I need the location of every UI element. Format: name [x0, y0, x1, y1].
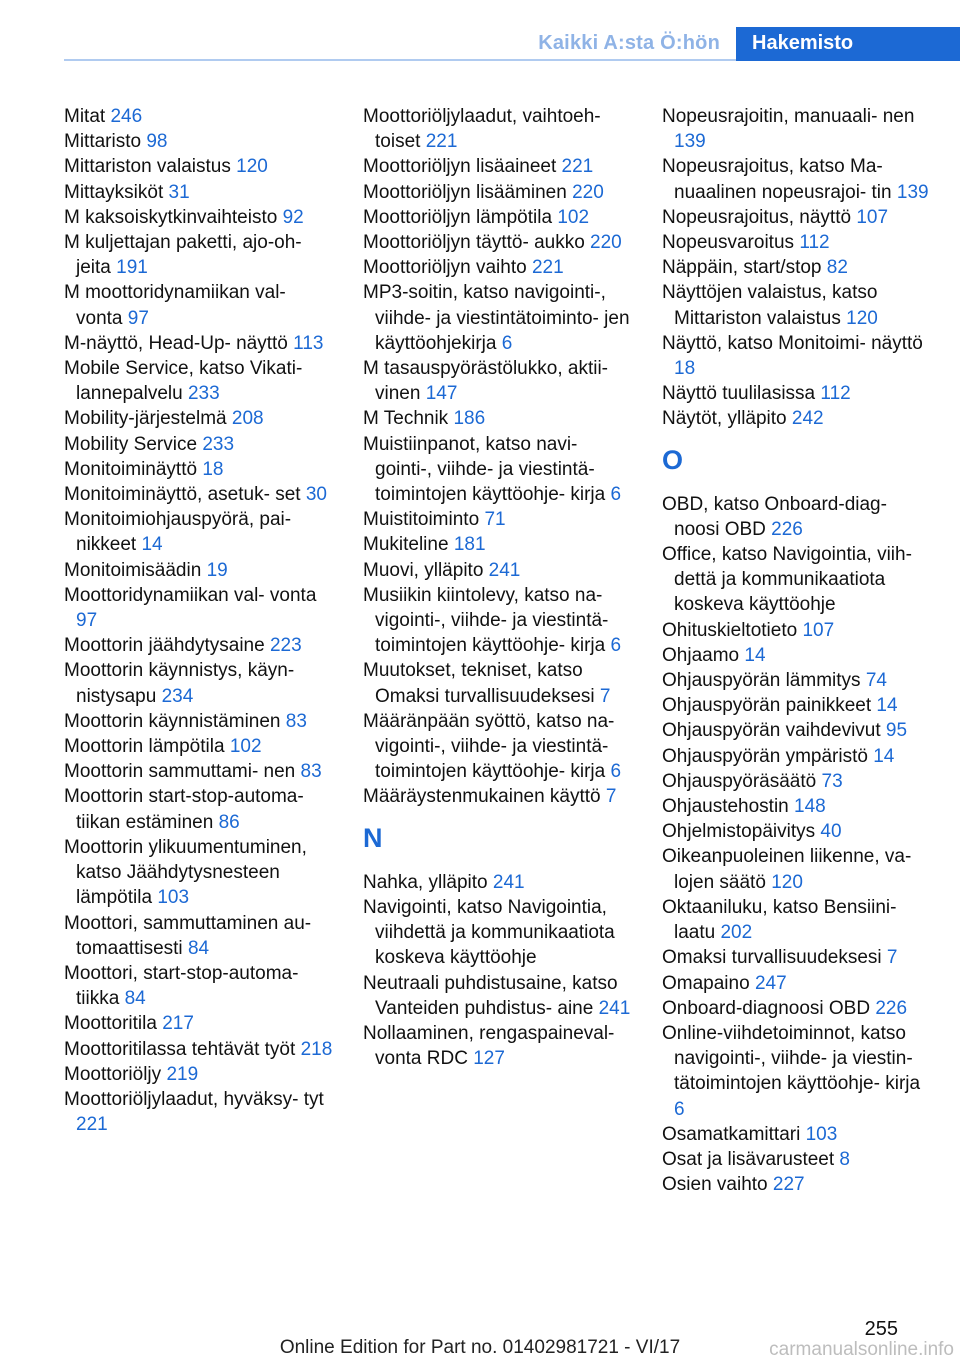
index-entry-text: Nopeusrajoitus, näyttö [662, 206, 852, 228]
page-link[interactable]: 112 [820, 383, 851, 405]
index-entry-text: Nopeusrajoitin, manuaali‐ nen [662, 106, 915, 127]
index-entry [64, 633, 334, 658]
page-link[interactable]: 226 [875, 997, 908, 1019]
index-entry-text: Muovi, ylläpito [363, 559, 484, 581]
index-entry [64, 406, 334, 431]
index-entry [363, 971, 633, 1021]
page-link[interactable]: 6 [610, 484, 622, 506]
index-entry [64, 104, 334, 129]
index-entry [64, 709, 334, 734]
index-entry-text: Määränpään syöttö, katso na‐ vigointi-, viihde- ja viestintä‐ toimintojen käyttöohje‐ kirja [363, 710, 615, 783]
index-entry [64, 1087, 334, 1137]
page-link[interactable]: 7 [605, 786, 617, 808]
page-link[interactable]: 7 [886, 947, 898, 969]
index-entry-text: M kuljettajan paketti, ajo-oh‐ jeita [64, 232, 302, 279]
index-column-2 [363, 104, 633, 1071]
page-link[interactable]: 221 [561, 156, 594, 178]
page-link[interactable]: 217 [162, 1013, 194, 1035]
index-entry-text: Osamatkamittari [662, 1123, 801, 1145]
index-entry [64, 331, 334, 356]
index-entry-text: Moottoriöljylaadut, hyväksy‐ tyt [64, 1088, 324, 1110]
index-entry-text: Mukiteline [363, 534, 449, 556]
index-entry-text: Osien vaihto [662, 1174, 768, 1196]
index-entry-text: Onboard-diagnoosi OBD [662, 997, 871, 1019]
page-link[interactable]: 84 [124, 988, 146, 1010]
index-column-3 [662, 104, 932, 1197]
page-link[interactable]: 223 [269, 635, 302, 657]
footer-edition: Online Edition for Part no. 01402981721 - VI/17 [279, 1337, 681, 1358]
index-entry [662, 1172, 932, 1197]
index-entry-text: OBD, katso Onboard-diag‐ noosi OBD [662, 493, 887, 540]
index-entry [662, 769, 932, 794]
index-entry-text: MP3-soitin, katso navigointi-, viihde- ja viestintätoiminto‐ jen käyttöohjekirja [363, 282, 630, 354]
index-entry [363, 658, 633, 708]
section-tab[interactable]: Hakemisto [736, 27, 960, 61]
index-entry [662, 643, 932, 668]
index-entry-text: Näytöt, ylläpito [662, 408, 787, 430]
index-entry [662, 381, 932, 406]
page-link[interactable]: 241 [488, 559, 521, 581]
index-entry [363, 558, 633, 583]
index-entry [64, 784, 334, 834]
index-entry-text: Ohjauspyörän lämmitys [662, 670, 861, 692]
index-entry [363, 532, 633, 557]
index-entry [363, 784, 633, 809]
page-link[interactable]: 73 [821, 770, 843, 792]
index-entry [662, 668, 932, 693]
index-entry [662, 1021, 932, 1122]
page-link[interactable]: 40 [820, 821, 842, 843]
index-entry [64, 1037, 334, 1062]
index-entry [662, 492, 932, 542]
page-link[interactable]: 247 [754, 972, 787, 994]
index-entry-text: Omaksi turvallisuudeksesi [662, 947, 882, 969]
index-entry-text: M tasauspyörästölukko, aktii‐ vinen [363, 358, 608, 405]
index-entry-text: Määräystenmukainen käyttö [363, 786, 601, 808]
index-entry [363, 583, 633, 659]
index-entry-text: Muistitoiminto [363, 509, 480, 531]
page-link[interactable]: 95 [885, 720, 908, 742]
page-link[interactable]: 82 [826, 257, 848, 279]
page-link[interactable]: 31 [168, 181, 190, 203]
index-entry [64, 1011, 334, 1036]
index-entry-text: Moottorin start-stop-automa‐ tiikan estäminen [64, 786, 304, 833]
index-entry-text: Moottorin käynnistäminen [64, 710, 281, 732]
page-link[interactable]: 220 [572, 181, 604, 203]
page-link[interactable]: 74 [865, 670, 887, 692]
page-link[interactable]: 221 [425, 131, 458, 153]
page-link[interactable]: 221 [76, 1114, 108, 1136]
index-entry-text: Monitoiminäyttö, asetuk‐ set [64, 484, 301, 506]
page-link[interactable]: 7 [599, 685, 611, 707]
index-entry [64, 205, 334, 230]
index-entry [363, 280, 633, 356]
page-link[interactable]: 139 [674, 131, 706, 153]
index-entry-text: Moottorin sammuttami‐ nen [64, 761, 296, 783]
page-link[interactable]: 246 [110, 106, 143, 127]
index-entry-text: Oikeanpuoleinen liikenne, va‐ lojen säätö [662, 846, 912, 893]
index-entry-text: Ohjaustehostin [662, 796, 789, 818]
index-entry [64, 482, 334, 507]
index-entry-text: Ohjauspyöräsäätö [662, 770, 817, 792]
index-entry-text: Nollaaminen, rengaspaineval‐ vonta RDC [363, 1022, 615, 1070]
page-link[interactable]: 6 [674, 1098, 685, 1120]
index-entry [64, 180, 334, 205]
page-link[interactable]: 227 [772, 1174, 805, 1196]
index-entry-text: M moottoridynamiikan val‐ vonta [64, 282, 286, 329]
page-link[interactable]: 19 [206, 559, 228, 581]
index-entry-text: Moottori, sammuttaminen au‐ tomaattisesti [64, 912, 312, 959]
index-entry [64, 658, 334, 708]
index-entry [64, 583, 334, 633]
index-entry-text: M kaksoiskytkinvaihteisto [64, 206, 278, 228]
index-entry [363, 230, 633, 255]
index-entry [662, 971, 932, 996]
page-link[interactable]: 83 [300, 761, 322, 783]
index-entry [64, 1062, 334, 1087]
index-entry-text: Ohjauspyörän vaihdevivut [662, 720, 881, 742]
page-link[interactable]: 120 [846, 307, 878, 329]
index-column-1 [64, 104, 334, 1137]
page-link[interactable]: 8 [839, 1148, 850, 1170]
index-entry-text: Muistiinpanot, katso navi‐ gointi-, viihde- ja viestintä‐ toimintojen käyttöohje‐ kirja [363, 433, 606, 506]
index-entry-text: Näyttö tuulilasissa [662, 383, 816, 405]
index-entry [64, 280, 334, 330]
page-link[interactable]: 120 [771, 871, 803, 893]
index-entry [363, 709, 633, 785]
index-entry [363, 870, 633, 895]
index-entry-text: Moottoriöljyn lisääminen [363, 181, 567, 203]
index-entry-text: Ohituskieltotieto [662, 619, 798, 641]
index-entry [662, 331, 932, 381]
index-entry [662, 255, 932, 280]
page-link[interactable]: 233 [187, 383, 220, 405]
index-entry-text: Mobility Service [64, 433, 198, 455]
page-number: 255 [864, 1318, 898, 1340]
index-letter-heading: N [363, 822, 383, 853]
index-entry-text: Mittayksiköt [64, 181, 164, 203]
page-link[interactable]: 220 [590, 232, 622, 254]
index-entry [662, 744, 932, 769]
index-entry [64, 129, 334, 154]
index-entry-text: Moottoritila [64, 1013, 157, 1035]
index-entry [64, 911, 334, 961]
index-entry [64, 507, 334, 557]
index-entry-text: Moottoriöljylaadut, vaihtoeh‐ toiset [363, 106, 601, 153]
page-link[interactable]: 127 [473, 1048, 505, 1070]
index-entry-text: M-näyttö, Head-Up- näyttö [64, 332, 288, 354]
page-link[interactable]: 83 [285, 710, 307, 732]
index-entry [662, 1147, 932, 1172]
index-entry [363, 432, 633, 508]
index-entry-text: Navigointi, katso Navigointia, viihdettä ja kommunikaatiota koskeva käyttöohje [363, 896, 615, 969]
watermark: carmanualsonline.info [769, 1339, 954, 1360]
index-entry [662, 406, 932, 431]
index-entry [662, 794, 932, 819]
page-link[interactable]: 6 [501, 332, 513, 354]
index-entry-text: Ohjaamo [662, 644, 740, 666]
page-link[interactable]: 92 [282, 206, 304, 228]
index-entry-text: Mobility-järjestelmä [64, 408, 227, 430]
index-entry [662, 844, 932, 894]
index-entry-text: Online-viihdetoiminnot, katso navigointi-, viihde- ja viestin‐ tätoimintojen käyttöohje‐ kirja [662, 1022, 921, 1095]
index-entry [363, 406, 633, 431]
index-entry-text: Ohjelmistopäivitys [662, 821, 816, 843]
page-link[interactable]: 186 [453, 408, 486, 430]
index-entry-text: Moottoriöljyn lisäaineet [363, 156, 557, 178]
page-link[interactable]: 98 [146, 131, 168, 153]
index-entry-text: Moottoritilassa tehtävät työt [64, 1038, 296, 1060]
page-link[interactable]: 103 [805, 1123, 838, 1145]
index-entry-text: M Technik [363, 408, 449, 430]
page-link[interactable]: 112 [799, 232, 830, 254]
index-entry [64, 230, 334, 280]
index-entry-text: Musiikin kiintolevy, katso na‐ vigointi-, viihde- ja viestintä‐ toimintojen käyttöohje‐ kirja [363, 584, 609, 657]
index-entry-text: Nopeusvaroitus [662, 232, 795, 254]
index-entry [662, 205, 932, 230]
index-entry-text: Moottoriöljyn lämpötila [363, 206, 553, 228]
page-link[interactable]: 120 [236, 156, 268, 178]
page-link[interactable]: 113 [293, 332, 324, 354]
index-entry-text: Mittariston valaistus [64, 156, 231, 178]
index-entry-text: Nopeusrajoitus, katso Ma‐ nuaalinen nopeusrajoi‐ tin [662, 156, 892, 203]
page-link[interactable]: 14 [876, 695, 898, 717]
index-entry-text: Moottorin lämpötila [64, 736, 225, 758]
page-link[interactable]: 84 [187, 937, 210, 959]
index-entry [363, 895, 633, 971]
page-header [0, 0, 960, 60]
page-link[interactable]: 208 [231, 408, 264, 430]
index-entry [64, 356, 334, 406]
page-link[interactable]: 147 [425, 383, 458, 405]
page-link[interactable]: 18 [674, 358, 696, 380]
index-entry [662, 230, 932, 255]
index-entry [64, 734, 334, 759]
page-link[interactable]: 102 [557, 206, 590, 228]
page-link[interactable]: 242 [791, 408, 824, 430]
index-entry-text: Moottoriöljyn vaihto [363, 257, 527, 279]
index-entry-text: Näyttöjen valaistus, katso Mittariston valaistus [662, 282, 878, 329]
index-entry [64, 432, 334, 457]
index-entry-text: Moottoriöljyn täyttö‐ aukko [363, 232, 585, 254]
page-link[interactable]: 181 [453, 534, 486, 556]
index-entry-text: Moottorin käynnistys, käyn‐ nistysapu [64, 660, 295, 707]
index-entry-text: Monitoiminäyttö [64, 458, 198, 480]
index-entry-text: Ohjauspyörän painikkeet [662, 695, 872, 717]
index-entry [662, 718, 932, 743]
index-entry [662, 1122, 932, 1147]
page-link[interactable]: 103 [157, 887, 190, 909]
index-entry-text: Neutraali puhdistusaine, katso Vanteiden puhdistus‐ aine [363, 972, 618, 1019]
index-entry [363, 180, 633, 205]
index-entry [64, 457, 334, 482]
index-entry [363, 507, 633, 532]
index-entry-text: Ohjauspyörän ympäristö [662, 745, 868, 767]
index-entry-text: Moottorin ylikuumentuminen, katso Jäähdytysnesteen lämpötila [64, 836, 307, 909]
page-link[interactable]: 18 [202, 458, 224, 480]
index-entry [662, 895, 932, 945]
index-entry [363, 1021, 633, 1071]
index-entry [662, 819, 932, 844]
index-entry [64, 154, 334, 179]
index-entry-text: Monitoimisäädin [64, 559, 202, 581]
index-entry [64, 558, 334, 583]
page-link[interactable]: 226 [771, 518, 803, 540]
index-entry [662, 996, 932, 1021]
index-entry-text: Näppäin, start/stop [662, 257, 822, 279]
page-link[interactable]: 148 [794, 796, 826, 818]
index-entry-text: Moottorin jäähdytysaine [64, 635, 265, 657]
page-link[interactable]: 6 [610, 761, 622, 783]
index-entry-text: Moottoriöljy [64, 1063, 162, 1085]
index-entry [363, 205, 633, 230]
index-entry [662, 154, 932, 204]
index-entry [64, 759, 334, 784]
index-entry-text: Oktaaniluku, katso Bensiini‐ laatu [662, 896, 897, 944]
page-link[interactable]: 30 [305, 484, 327, 506]
index-entry-text: Omapaino [662, 972, 750, 994]
page-link[interactable]: 241 [492, 871, 525, 893]
page-link[interactable]: 139 [896, 181, 929, 203]
page-link[interactable]: 218 [300, 1038, 333, 1060]
index-entry [662, 693, 932, 718]
index-entry [363, 255, 633, 280]
index-entry [363, 104, 633, 154]
index-letter-heading: O [662, 444, 684, 475]
page-link[interactable]: 191 [116, 257, 148, 279]
index-entry [662, 542, 932, 618]
page-link[interactable]: 107 [802, 619, 835, 641]
page-link[interactable]: 97 [76, 610, 98, 632]
page-link[interactable]: 6 [610, 635, 622, 657]
index-entry-text: Muutokset, tekniset, katso Omaksi turvallisuudeksesi [363, 660, 595, 707]
page-link[interactable]: 107 [856, 206, 889, 228]
page-link[interactable]: 14 [744, 644, 766, 666]
index-entry [64, 835, 334, 911]
page-link[interactable]: 219 [166, 1063, 199, 1085]
page-link[interactable]: 14 [141, 534, 163, 556]
index-entry-text: Monitoimiohjauspyörä, pai‐ nikkeet [64, 509, 292, 556]
page-link[interactable]: 202 [720, 922, 753, 944]
page-link[interactable]: 86 [218, 811, 240, 833]
page-link[interactable]: 14 [873, 745, 895, 767]
index-entry [363, 154, 633, 179]
index-entry-text: Mobile Service, katso Vikati‐ lannepalvelu [64, 358, 303, 405]
page-link[interactable]: 234 [161, 685, 194, 707]
page-link[interactable]: 241 [598, 997, 631, 1019]
page-link[interactable]: 233 [202, 433, 235, 455]
page-link[interactable]: 71 [484, 509, 506, 531]
index-entry-text: Mittaristo [64, 131, 142, 153]
index-entry-text: Mitat [64, 106, 106, 127]
index-entry-text: Moottoridynamiikan val‐ vonta [64, 584, 317, 606]
index-entry-text: Moottori, start-stop-automa‐ tiikka [64, 962, 299, 1010]
index-entry-text: Office, katso Navigointia, viih‐ dettä ja kommunikaatiota koskeva käyttöohje [662, 544, 912, 616]
index-entry [64, 961, 334, 1011]
page-link[interactable]: 221 [531, 257, 564, 279]
index-entry [363, 356, 633, 406]
page-link[interactable]: 97 [127, 307, 149, 329]
index-entry [662, 945, 932, 970]
index-entry [662, 618, 932, 643]
index-entry-text: Osat ja lisävarusteet [662, 1148, 835, 1170]
index-entry [662, 280, 932, 330]
header-divider [64, 59, 960, 61]
page-link[interactable]: 102 [229, 736, 262, 758]
breadcrumb[interactable]: Kaikki A:sta Ö:hön [538, 32, 720, 54]
index-entry-text: Nahka, ylläpito [363, 871, 488, 893]
index-entry [662, 104, 932, 154]
index-entry-text: Näyttö, katso Monitoimi‐ näyttö [662, 332, 923, 354]
